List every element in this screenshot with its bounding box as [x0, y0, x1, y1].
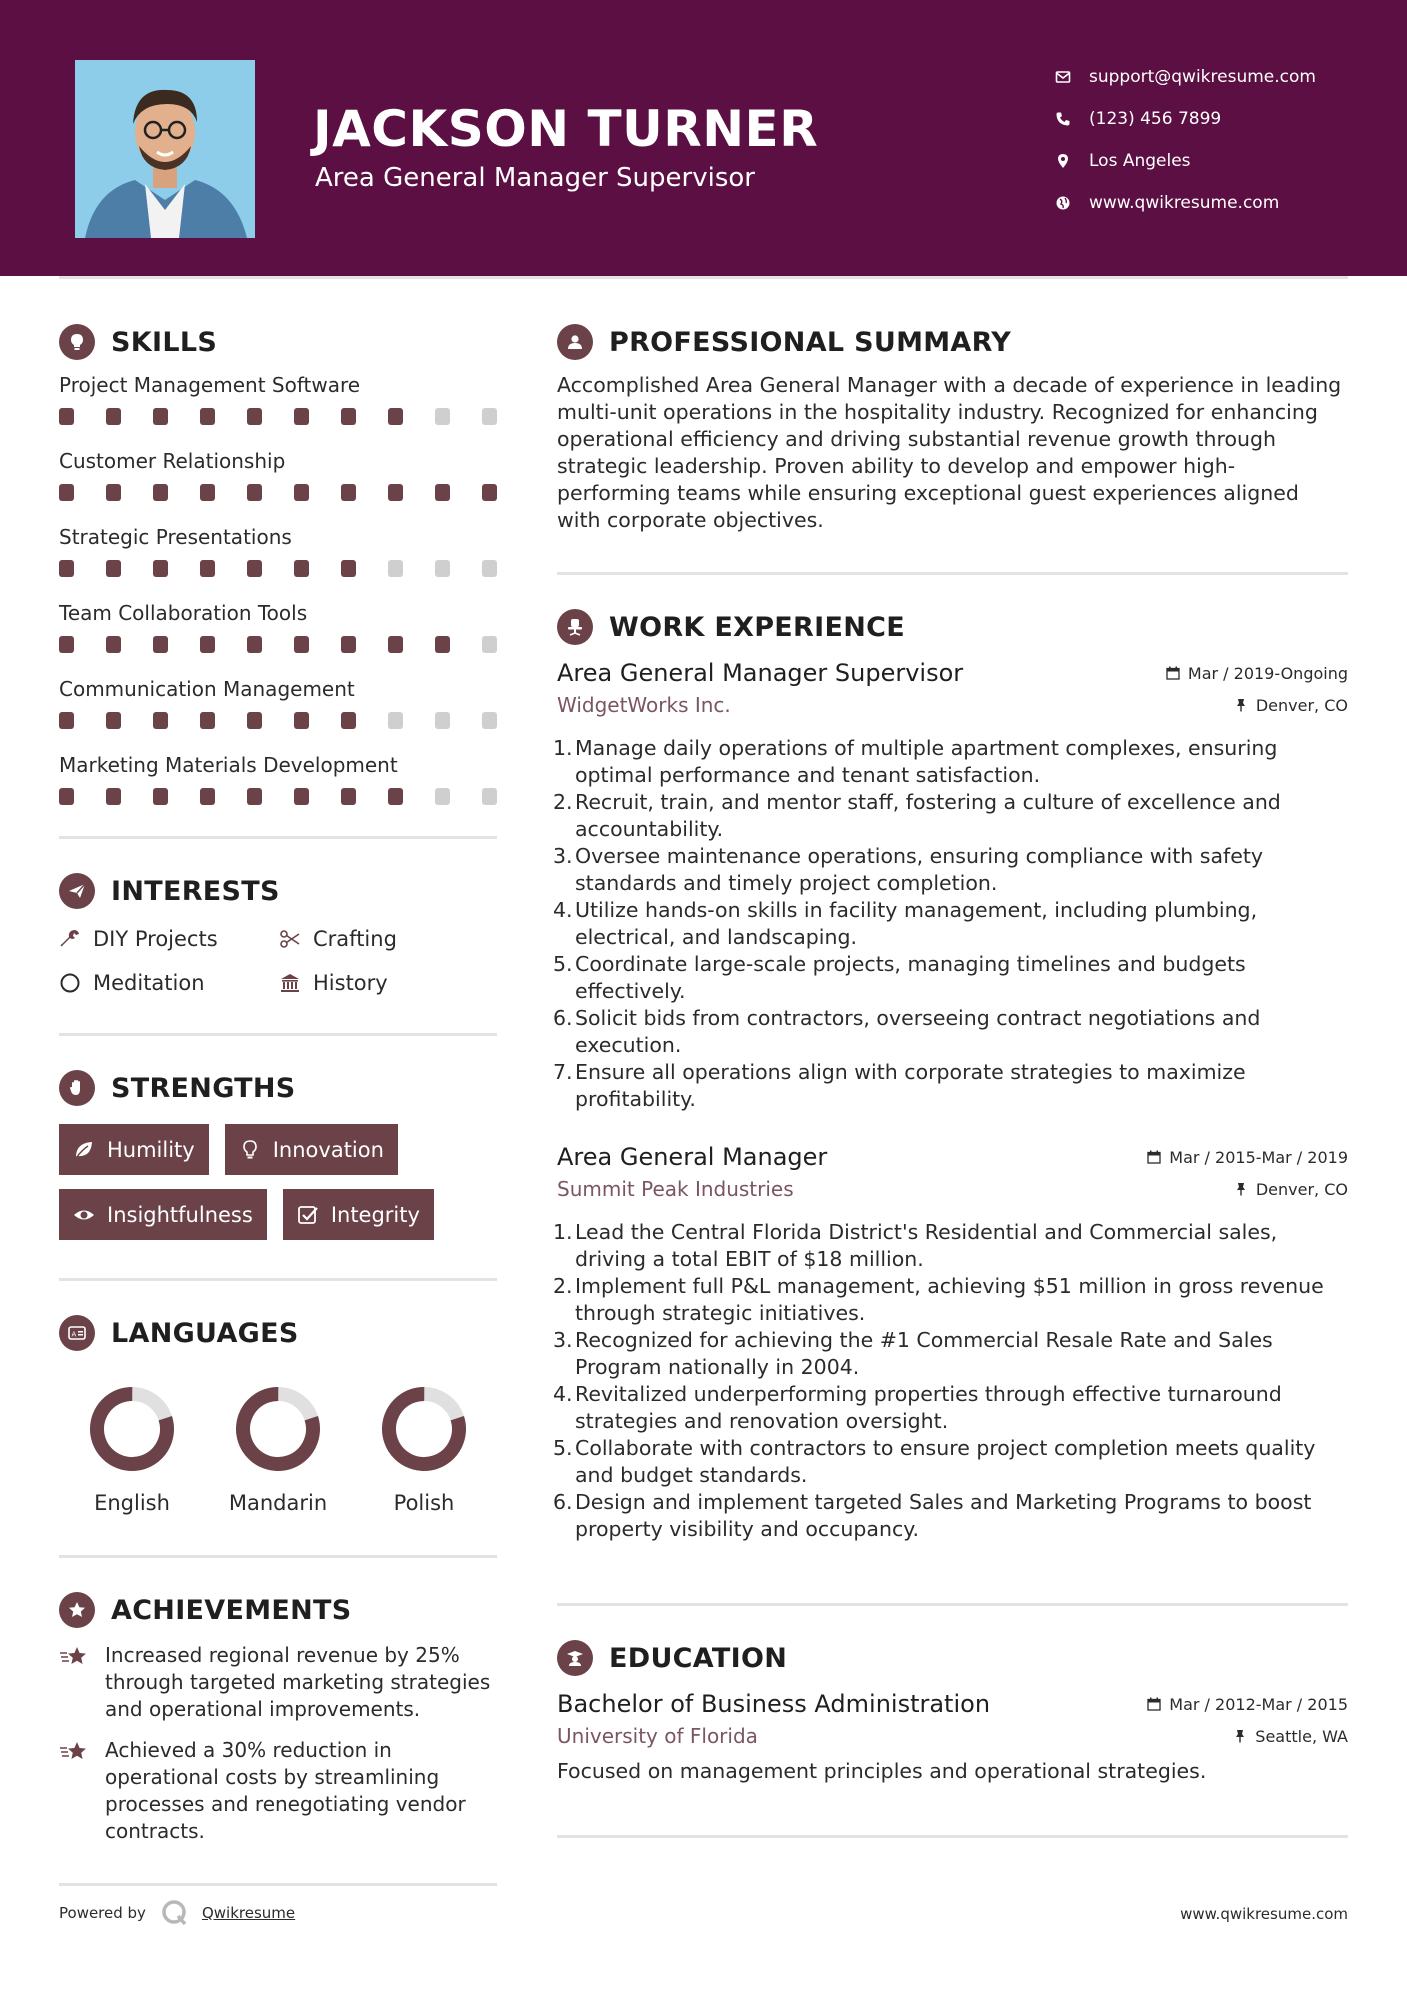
skill-rating	[59, 630, 497, 670]
skill-rating-dot	[294, 560, 309, 577]
education-entry	[557, 1690, 1348, 1785]
duty-text: Ensure all operations align with corporate strategies to maximize profitability.	[575, 1060, 1246, 1111]
skill-rating-dot	[435, 788, 450, 805]
jobs-list	[553, 659, 1348, 1543]
interest-item	[279, 925, 497, 953]
duty-item	[553, 1059, 1348, 1113]
experience-title: WORK EXPERIENCE	[609, 611, 905, 643]
skill-rating-dot	[59, 484, 74, 501]
skill-rating-dot	[388, 408, 403, 425]
envelope-icon	[1055, 69, 1089, 85]
skill-rating-dot	[106, 788, 121, 805]
duty-item	[553, 843, 1348, 897]
duty-text: Manage daily operations of multiple apartment complexes, ensuring optimal performance and tenant satisfaction.	[575, 736, 1278, 787]
summary-title: PROFESSIONAL SUMMARY	[609, 326, 1012, 358]
skill-rating-dot	[59, 560, 74, 577]
contact-location-text: Los Angeles	[1089, 151, 1191, 171]
degree-title: Bachelor of Business Administration	[557, 1690, 991, 1718]
skill-rating-dot	[200, 788, 215, 805]
duty-text: Design and implement targeted Sales and Marketing Programs to boost property visibility and occupancy.	[575, 1490, 1312, 1541]
job-entry	[553, 1143, 1348, 1543]
left-column	[59, 318, 497, 1886]
skill-rating-dot	[294, 636, 309, 653]
skill-rating-dot	[247, 560, 262, 577]
skill-rating-dot	[59, 712, 74, 729]
contact-phone-text: (123) 456 7899	[1089, 109, 1222, 129]
interest-item	[279, 969, 497, 997]
duty-text: Collaborate with contractors to ensure project completion meets quality and budget standards.	[575, 1436, 1316, 1487]
strength-tag	[283, 1189, 434, 1240]
contact-phone[interactable]	[1055, 98, 1316, 140]
education-location	[1233, 1727, 1348, 1746]
education-section	[557, 1634, 1348, 1838]
skill-rating-dot	[341, 636, 356, 653]
experience-heading	[557, 603, 1348, 651]
strengths-title: STRENGTHS	[111, 1072, 296, 1104]
qwikresume-link[interactable]: Qwikresume	[201, 1904, 296, 1922]
duty-item	[553, 1219, 1348, 1273]
skill-rating	[59, 478, 497, 518]
language-name: English	[94, 1491, 170, 1515]
strength-label: Insightfulness	[107, 1202, 253, 1227]
duty-item	[553, 1273, 1348, 1327]
powered-by-label: Powered by	[59, 1904, 146, 1922]
language-donut	[234, 1385, 322, 1473]
education-location-text: Seattle, WA	[1255, 1726, 1348, 1746]
skill-name: Customer Relationship	[59, 449, 286, 473]
skill-rating-dot	[388, 712, 403, 729]
interest-label: Crafting	[313, 927, 397, 951]
job-title: Area General Manager Supervisor	[557, 659, 964, 687]
interests-heading	[59, 867, 497, 915]
interest-label: Meditation	[93, 971, 205, 995]
skill-rating-dot	[435, 408, 450, 425]
section-divider	[557, 1603, 1348, 1606]
skill-rating-dot	[200, 636, 215, 653]
skill-rating	[59, 402, 497, 442]
section-divider	[59, 836, 497, 839]
skill-rating-dot	[435, 560, 450, 577]
skill-rating-dot	[106, 712, 121, 729]
calendar-icon	[1147, 1150, 1161, 1164]
skill-name: Project Management Software	[59, 373, 361, 397]
language-name: Polish	[393, 1491, 455, 1515]
museum-icon	[279, 972, 301, 994]
duty-item	[553, 735, 1348, 789]
contact-list	[1055, 56, 1316, 224]
job-head	[557, 1143, 1348, 1171]
profile-photo-illustration	[75, 60, 255, 238]
skill-rating-dot	[341, 712, 356, 729]
interest-item	[59, 969, 279, 997]
interest-item	[59, 925, 279, 953]
skill-name: Marketing Materials Development	[59, 753, 398, 777]
job-location-text: Denver, CO	[1255, 1179, 1348, 1199]
skill-rating-dot	[341, 788, 356, 805]
strength-tag	[59, 1124, 209, 1175]
skill-rating-dot	[435, 636, 450, 653]
skill-rating-dot	[247, 484, 262, 501]
achievement-item	[59, 1737, 497, 1845]
duties-list	[553, 1219, 1348, 1543]
office-chair-icon	[557, 609, 593, 645]
contact-website-text: www.qwikresume.com	[1089, 193, 1280, 213]
language-donut-level	[88, 1385, 176, 1473]
skill-item	[59, 368, 497, 442]
skill-rating-dot	[106, 636, 121, 653]
skill-rating-dot	[200, 712, 215, 729]
skill-rating-dot	[106, 408, 121, 425]
duty-number: 4.	[553, 898, 573, 922]
phone-icon	[1055, 111, 1089, 127]
job-date-text: Mar / 2019-Ongoing	[1187, 663, 1348, 683]
education-heading	[557, 1634, 1348, 1682]
duty-number: 1.	[553, 736, 573, 760]
skill-rating-dot	[247, 636, 262, 653]
skill-rating-dot	[153, 560, 168, 577]
hand-icon	[59, 1070, 95, 1106]
skill-name: Team Collaboration Tools	[59, 601, 308, 625]
achievement-item	[59, 1642, 497, 1723]
summary-text: Accomplished Area General Manager with a decade of experience in leading multi-unit operations in the hospitality industry. Recognized for enhancing operational efficiency and driving substantial revenue growth through strategic leadership. Proven ability to develop and empower high-performing teams while ensuring exceptional guest experiences aligned with corporate objectives.	[557, 373, 1342, 532]
shooting-star-icon	[59, 1644, 91, 1672]
right-column	[553, 318, 1348, 1838]
job-title: Area General Manager	[557, 1143, 828, 1171]
skill-rating-dot	[482, 788, 497, 805]
strength-label: Humility	[107, 1137, 195, 1162]
skill-rating-dot	[153, 712, 168, 729]
resume-header	[0, 0, 1407, 276]
languages-heading	[59, 1309, 497, 1357]
duty-number: 7.	[553, 1060, 573, 1084]
duty-number: 3.	[553, 1328, 573, 1352]
skill-rating-dot	[153, 408, 168, 425]
education-date	[1147, 1695, 1348, 1714]
skills-title: SKILLS	[111, 326, 218, 358]
strength-tag	[59, 1189, 267, 1240]
skill-rating-dot	[482, 636, 497, 653]
education-head	[557, 1690, 1348, 1718]
skill-rating-dot	[294, 712, 309, 729]
skill-rating-dot	[341, 560, 356, 577]
paper-plane-icon	[59, 873, 95, 909]
duty-item	[553, 897, 1348, 951]
achievements-section	[59, 1586, 497, 1886]
section-divider	[59, 1278, 497, 1281]
leaf-icon	[73, 1139, 95, 1161]
calendar-icon	[1166, 666, 1180, 680]
map-pin-icon	[1055, 153, 1089, 169]
company-name: Summit Peak Industries	[557, 1177, 794, 1201]
language-donut	[380, 1385, 468, 1473]
pushpin-icon	[1234, 1182, 1248, 1196]
skill-rating-dot	[482, 484, 497, 501]
language-card-icon	[59, 1315, 95, 1351]
job-location	[1234, 696, 1348, 715]
skills-heading	[59, 318, 497, 366]
circle-icon	[59, 972, 81, 994]
job-date	[1166, 664, 1348, 683]
skill-rating-dot	[294, 484, 309, 501]
duty-number: 5.	[553, 1436, 573, 1460]
lightbulb-icon	[59, 324, 95, 360]
language-donut	[88, 1385, 176, 1473]
skill-rating-dot	[435, 712, 450, 729]
star-badge-icon	[59, 1592, 95, 1628]
achievements-title: ACHIEVEMENTS	[111, 1594, 352, 1626]
skill-rating-dot	[153, 636, 168, 653]
skill-rating	[59, 782, 497, 822]
summary-section	[557, 318, 1348, 575]
strength-label: Innovation	[272, 1137, 384, 1162]
duty-text: Implement full P&L management, achieving $51 million in gross revenue through strategic initiatives.	[575, 1274, 1324, 1325]
candidate-title: Area General Manager Supervisor	[315, 163, 755, 193]
duty-text: Solicit bids from contractors, overseeing contract negotiations and execution.	[575, 1006, 1261, 1057]
section-divider	[557, 1835, 1348, 1838]
duty-text: Lead the Central Florida District's Residential and Commercial sales, driving a total EBIT of $18 million.	[575, 1220, 1278, 1271]
duty-number: 2.	[553, 790, 573, 814]
skill-rating-dot	[294, 408, 309, 425]
languages-title: LANGUAGES	[111, 1317, 299, 1349]
skill-rating-dot	[106, 560, 121, 577]
skill-item	[59, 444, 497, 518]
graduate-icon	[557, 1640, 593, 1676]
qwikresume-logo-icon	[160, 1898, 190, 1928]
skill-rating-dot	[482, 712, 497, 729]
language-donut-level	[380, 1385, 468, 1473]
language-donut-level	[234, 1385, 322, 1473]
calendar-icon	[1147, 1697, 1161, 1711]
skill-rating-dot	[59, 636, 74, 653]
language-name: Mandarin	[228, 1491, 328, 1515]
skill-rating-dot	[294, 788, 309, 805]
interests-title: INTERESTS	[111, 875, 280, 907]
duty-item	[553, 951, 1348, 1005]
job-sub	[557, 693, 1348, 717]
shooting-star-icon	[59, 1739, 91, 1767]
strengths-section	[59, 1064, 497, 1281]
interest-label: DIY Projects	[93, 927, 218, 951]
skill-rating-dot	[435, 484, 450, 501]
summary-heading	[557, 318, 1348, 366]
contact-location	[1055, 140, 1316, 182]
skill-item	[59, 596, 497, 670]
skill-rating-dot	[59, 788, 74, 805]
skill-rating	[59, 554, 497, 594]
globe-icon	[1055, 195, 1089, 211]
strength-tag	[225, 1124, 398, 1175]
skill-rating-dot	[388, 788, 403, 805]
skill-name: Strategic Presentations	[59, 525, 292, 549]
skills-section	[59, 318, 497, 839]
candidate-name: JACKSON TURNER	[313, 100, 819, 158]
languages-list	[59, 1385, 497, 1515]
section-divider	[59, 1883, 497, 1886]
wrench-icon	[59, 928, 81, 950]
skill-rating-dot	[200, 560, 215, 577]
skill-rating-dot	[247, 712, 262, 729]
strengths-list	[59, 1124, 497, 1240]
achievements-heading	[59, 1586, 497, 1634]
footer-website[interactable]: www.qwikresume.com	[1180, 1905, 1348, 1923]
contact-website[interactable]	[1055, 182, 1316, 224]
company-name: WidgetWorks Inc.	[557, 693, 731, 717]
duty-text: Recruit, train, and mentor staff, fostering a culture of excellence and accountability.	[575, 790, 1281, 841]
strength-label: Integrity	[330, 1202, 420, 1227]
education-title: EDUCATION	[609, 1642, 788, 1674]
education-date-text: Mar / 2012-Mar / 2015	[1169, 1694, 1348, 1714]
skill-rating-dot	[200, 484, 215, 501]
interests-section	[59, 867, 497, 1036]
skills-list	[59, 368, 497, 822]
pushpin-icon	[1233, 1729, 1247, 1743]
job-location	[1234, 1180, 1348, 1199]
skill-rating-dot	[388, 484, 403, 501]
achievement-text: Increased regional revenue by 25% through targeted marketing strategies and operational improvements.	[105, 1643, 491, 1721]
skill-item	[59, 748, 497, 822]
duty-text: Oversee maintenance operations, ensuring compliance with safety standards and timely project completion.	[575, 844, 1264, 895]
pushpin-icon	[1234, 698, 1248, 712]
interest-label: History	[313, 971, 388, 995]
skill-rating-dot	[482, 560, 497, 577]
duty-item	[553, 1005, 1348, 1059]
duty-text: Recognized for achieving the #1 Commercial Resale Rate and Sales Program nationally in 2004.	[575, 1328, 1273, 1379]
skill-rating-dot	[341, 484, 356, 501]
duty-text: Utilize hands-on skills in facility management, including plumbing, electrical, and landscaping.	[575, 898, 1258, 949]
duty-number: 6.	[553, 1490, 573, 1514]
strengths-heading	[59, 1064, 497, 1112]
skill-rating-dot	[247, 408, 262, 425]
duty-number: 2.	[553, 1274, 573, 1298]
skill-rating-dot	[59, 408, 74, 425]
duty-item	[553, 1381, 1348, 1435]
lightbulb-icon	[239, 1139, 261, 1161]
duty-number: 3.	[553, 844, 573, 868]
duty-item	[553, 1489, 1348, 1543]
user-icon	[557, 324, 593, 360]
languages-section	[59, 1309, 497, 1558]
school-name: University of Florida	[557, 1724, 758, 1748]
section-divider	[59, 1033, 497, 1036]
skill-rating-dot	[153, 788, 168, 805]
duty-item	[553, 789, 1348, 843]
job-date-text: Mar / 2015-Mar / 2019	[1169, 1147, 1348, 1167]
job-location-text: Denver, CO	[1255, 695, 1348, 715]
skill-rating-dot	[482, 408, 497, 425]
skill-rating-dot	[153, 484, 168, 501]
language-item	[351, 1385, 497, 1515]
job-sub	[557, 1177, 1348, 1201]
scissors-icon	[279, 928, 301, 950]
duty-number: 6.	[553, 1006, 573, 1030]
section-divider	[59, 1555, 497, 1558]
language-item	[205, 1385, 351, 1515]
contact-email[interactable]	[1055, 56, 1316, 98]
duties-list	[553, 735, 1348, 1113]
profile-photo	[75, 60, 255, 238]
skill-name: Communication Management	[59, 677, 355, 701]
job-head	[557, 659, 1348, 687]
job-entry	[553, 659, 1348, 1113]
experience-section	[553, 603, 1348, 1606]
skill-rating-dot	[106, 484, 121, 501]
duty-number: 1.	[553, 1220, 573, 1244]
skill-rating	[59, 706, 497, 746]
duty-text: Revitalized underperforming properties through effective turnaround strategies and renovation oversight.	[575, 1382, 1282, 1433]
duty-item	[553, 1327, 1348, 1381]
skill-rating-dot	[341, 408, 356, 425]
eye-icon	[73, 1204, 95, 1226]
skill-rating-dot	[388, 636, 403, 653]
job-date	[1147, 1148, 1348, 1167]
contact-email-text: support@qwikresume.com	[1089, 67, 1316, 87]
skill-item	[59, 520, 497, 594]
duty-number: 4.	[553, 1382, 573, 1406]
skill-item	[59, 672, 497, 746]
duty-number: 5.	[553, 952, 573, 976]
achievement-text: Achieved a 30% reduction in operational costs by streamlining processes and renegotiating vendor contracts.	[105, 1738, 466, 1843]
interests-list	[59, 925, 497, 997]
svg-text:A: A	[71, 1330, 77, 1339]
header-divider	[59, 276, 1348, 279]
education-sub	[557, 1724, 1348, 1748]
education-description: Focused on management principles and operational strategies.	[557, 1759, 1207, 1783]
duty-text: Coordinate large-scale projects, managing timelines and budgets effectively.	[575, 952, 1246, 1003]
section-divider	[557, 572, 1348, 575]
powered-by	[59, 1898, 295, 1928]
duty-item	[553, 1435, 1348, 1489]
skill-rating-dot	[388, 560, 403, 577]
skill-rating-dot	[200, 408, 215, 425]
language-item	[59, 1385, 205, 1515]
check-square-icon	[297, 1204, 319, 1226]
skill-rating-dot	[247, 788, 262, 805]
